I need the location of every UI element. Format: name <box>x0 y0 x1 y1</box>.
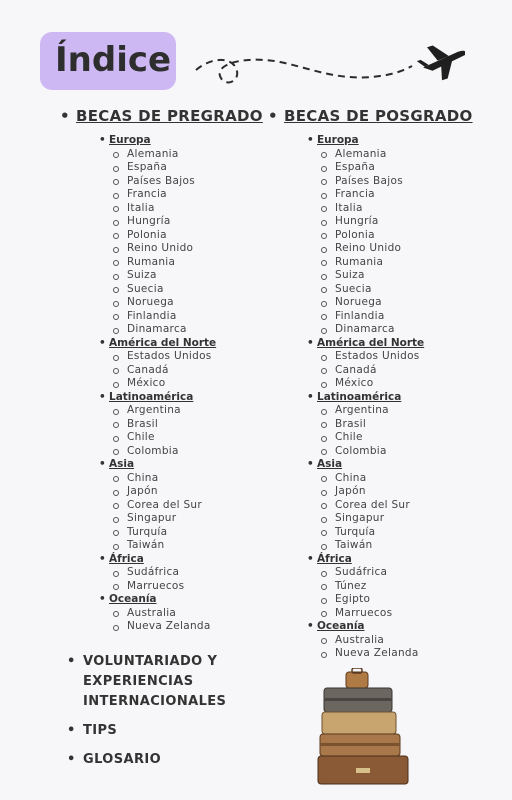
country-item[interactable]: Reino Unido <box>317 242 473 256</box>
region-0[interactable]: • Europa <box>109 134 263 148</box>
country-item[interactable]: Finlandia <box>317 310 473 324</box>
country-item[interactable]: Suecia <box>109 283 263 297</box>
country-item[interactable]: Sudáfrica <box>317 566 473 580</box>
region-3[interactable]: • Asia <box>109 458 263 472</box>
country-item[interactable]: Argentina <box>317 404 473 418</box>
country-item[interactable]: Colombia <box>317 445 473 459</box>
voluntariado-item[interactable]: • VOLUNTARIADO Y EXPERIENCIAS INTERNACIONALES <box>67 652 287 712</box>
country-item[interactable]: Chile <box>109 431 263 445</box>
country-item[interactable]: Alemania <box>109 148 263 162</box>
country-item[interactable]: Brasil <box>317 418 473 432</box>
country-item[interactable]: Francia <box>109 188 263 202</box>
glosario-item[interactable]: • GLOSARIO <box>67 750 287 770</box>
country-item[interactable]: Francia <box>317 188 473 202</box>
country-item[interactable]: Hungría <box>317 215 473 229</box>
country-item[interactable]: Reino Unido <box>109 242 263 256</box>
region-2[interactable]: • Latinoamérica <box>109 391 263 405</box>
region-5[interactable]: • Oceanía <box>317 620 473 634</box>
country-item[interactable]: Japón <box>317 485 473 499</box>
country-item[interactable]: Países Bajos <box>317 175 473 189</box>
suitcase-stack-icon <box>316 668 416 788</box>
country-item[interactable]: Rumania <box>109 256 263 270</box>
country-item[interactable]: Canadá <box>109 364 263 378</box>
country-item[interactable]: Chile <box>317 431 473 445</box>
country-item[interactable]: Nueva Zelanda <box>317 647 473 661</box>
posgrado-regions <box>317 134 473 661</box>
country-item[interactable]: México <box>317 377 473 391</box>
country-item[interactable]: Argentina <box>109 404 263 418</box>
country-item[interactable]: China <box>109 472 263 486</box>
country-item[interactable]: España <box>317 161 473 175</box>
country-item[interactable]: Hungría <box>109 215 263 229</box>
country-item[interactable]: Australia <box>109 607 263 621</box>
pregrado-regions <box>109 134 263 634</box>
country-item[interactable]: España <box>109 161 263 175</box>
country-item[interactable]: Rumania <box>317 256 473 270</box>
country-item[interactable]: Polonia <box>317 229 473 243</box>
region-2[interactable]: • Latinoamérica <box>317 391 473 405</box>
country-item[interactable]: Túnez <box>317 580 473 594</box>
country-item[interactable]: Suiza <box>317 269 473 283</box>
country-item[interactable]: Singapur <box>109 512 263 526</box>
country-item[interactable]: Australia <box>317 634 473 648</box>
country-item[interactable]: Polonia <box>109 229 263 243</box>
region-1[interactable]: • América del Norte <box>109 337 263 351</box>
country-item[interactable]: México <box>109 377 263 391</box>
country-item[interactable]: Sudáfrica <box>109 566 263 580</box>
airplane-icon <box>190 38 465 88</box>
country-item[interactable]: Dinamarca <box>109 323 263 337</box>
country-item[interactable]: Corea del Sur <box>317 499 473 513</box>
country-item[interactable]: Turquía <box>109 526 263 540</box>
region-4[interactable]: • África <box>317 553 473 567</box>
country-item[interactable]: Brasil <box>109 418 263 432</box>
country-item[interactable]: China <box>317 472 473 486</box>
country-item[interactable]: Corea del Sur <box>109 499 263 513</box>
posgrado-column <box>268 106 473 661</box>
country-item[interactable]: Marruecos <box>109 580 263 594</box>
country-item[interactable]: Taiwán <box>109 539 263 553</box>
country-item[interactable]: Estados Unidos <box>317 350 473 364</box>
country-item[interactable]: Estados Unidos <box>109 350 263 364</box>
extra-sections <box>67 652 287 779</box>
region-5[interactable]: • Oceanía <box>109 593 263 607</box>
country-item[interactable]: Marruecos <box>317 607 473 621</box>
posgrado-heading[interactable]: • BECAS DE POSGRADO <box>268 106 473 130</box>
pregrado-heading[interactable]: • BECAS DE PREGRADO <box>60 106 263 130</box>
country-item[interactable]: Turquía <box>317 526 473 540</box>
country-item[interactable]: Finlandia <box>109 310 263 324</box>
country-item[interactable]: Nueva Zelanda <box>109 620 263 634</box>
country-item[interactable]: Egipto <box>317 593 473 607</box>
region-1[interactable]: • América del Norte <box>317 337 473 351</box>
country-item[interactable]: Singapur <box>317 512 473 526</box>
country-item[interactable]: Japón <box>109 485 263 499</box>
region-0[interactable]: • Europa <box>317 134 473 148</box>
country-item[interactable]: Canadá <box>317 364 473 378</box>
country-item[interactable]: Noruega <box>317 296 473 310</box>
country-item[interactable]: Colombia <box>109 445 263 459</box>
country-item[interactable]: Taiwán <box>317 539 473 553</box>
country-item[interactable]: Alemania <box>317 148 473 162</box>
country-item[interactable]: Italia <box>317 202 473 216</box>
page-title: Índice <box>55 40 172 80</box>
country-item[interactable]: Noruega <box>109 296 263 310</box>
country-item[interactable]: Italia <box>109 202 263 216</box>
pregrado-column <box>60 106 263 634</box>
country-item[interactable]: Suecia <box>317 283 473 297</box>
region-3[interactable]: • Asia <box>317 458 473 472</box>
country-item[interactable]: Dinamarca <box>317 323 473 337</box>
country-item[interactable]: Suiza <box>109 269 263 283</box>
country-item[interactable]: Países Bajos <box>109 175 263 189</box>
tips-item[interactable]: • TIPS <box>67 721 287 741</box>
region-4[interactable]: • África <box>109 553 263 567</box>
